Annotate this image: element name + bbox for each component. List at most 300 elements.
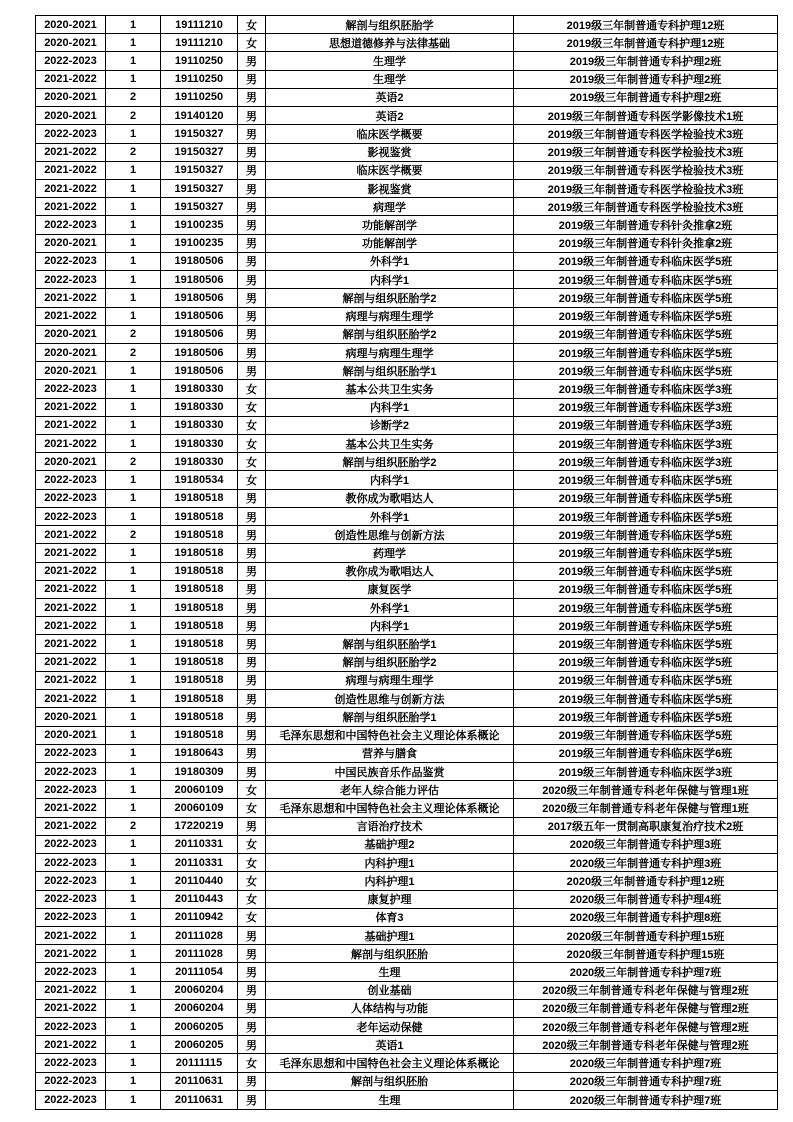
cell-class-name: 2019级三年制普通专科医学检验技术3班 — [514, 161, 778, 179]
cell-student-id: 19150327 — [161, 125, 238, 143]
cell-course-name: 病理与病理生理学 — [266, 671, 514, 689]
table-row — [36, 1018, 778, 1036]
cell-course-name: 内科护理1 — [266, 854, 514, 872]
cell-course-name: 病理与病理生理学 — [266, 307, 514, 325]
cell-gender: 男 — [238, 963, 266, 981]
cell-student-id: 19180518 — [161, 690, 238, 708]
cell-class-name: 2019级三年制普通专科护理2班 — [514, 70, 778, 88]
cell-student-id: 19180518 — [161, 580, 238, 598]
cell-class-name: 2019级三年制普通专科护理2班 — [514, 52, 778, 70]
table-row — [36, 981, 778, 999]
cell-class-name: 2019级三年制普通专科临床医学5班 — [514, 526, 778, 544]
cell-academic-year: 2021-2022 — [36, 635, 106, 653]
cell-class-name: 2019级三年制普通专科临床医学3班 — [514, 398, 778, 416]
table-row — [36, 143, 778, 161]
cell-academic-year: 2021-2022 — [36, 999, 106, 1017]
cell-gender: 男 — [238, 635, 266, 653]
cell-student-id: 20111054 — [161, 963, 238, 981]
cell-class-name: 2019级三年制普通专科临床医学5班 — [514, 325, 778, 343]
table-row — [36, 963, 778, 981]
cell-semester: 1 — [106, 890, 161, 908]
cell-course-name: 言语治疗技术 — [266, 817, 514, 835]
cell-student-id: 17220219 — [161, 817, 238, 835]
cell-gender: 女 — [238, 16, 266, 34]
cell-semester: 1 — [106, 125, 161, 143]
cell-class-name: 2019级三年制普通专科临床医学3班 — [514, 762, 778, 780]
cell-student-id: 19180518 — [161, 599, 238, 617]
cell-course-name: 解剖与组织胚胎学1 — [266, 708, 514, 726]
cell-academic-year: 2021-2022 — [36, 1036, 106, 1054]
cell-course-name: 生理 — [266, 1090, 514, 1109]
cell-class-name: 2019级三年制普通专科临床医学5班 — [514, 507, 778, 525]
table-row — [36, 198, 778, 216]
cell-gender: 男 — [238, 88, 266, 106]
cell-gender: 男 — [238, 653, 266, 671]
table-row — [36, 271, 778, 289]
cell-academic-year: 2020-2021 — [36, 343, 106, 361]
cell-student-id: 20111028 — [161, 926, 238, 944]
table-row — [36, 817, 778, 835]
cell-semester: 1 — [106, 999, 161, 1017]
cell-student-id: 19180518 — [161, 671, 238, 689]
cell-course-name: 外科学1 — [266, 507, 514, 525]
cell-course-name: 影视鉴赏 — [266, 179, 514, 197]
cell-course-name: 解剖与组织胚胎 — [266, 1072, 514, 1090]
cell-academic-year: 2022-2023 — [36, 963, 106, 981]
cell-student-id: 19180518 — [161, 489, 238, 507]
cell-student-id: 20060204 — [161, 981, 238, 999]
cell-student-id: 20060205 — [161, 1036, 238, 1054]
table-row — [36, 580, 778, 598]
table-row — [36, 489, 778, 507]
table-row — [36, 690, 778, 708]
table-row — [36, 216, 778, 234]
cell-course-name: 解剖与组织胚胎学2 — [266, 653, 514, 671]
cell-student-id: 19150327 — [161, 198, 238, 216]
cell-gender: 男 — [238, 343, 266, 361]
cell-academic-year: 2022-2023 — [36, 471, 106, 489]
cell-gender: 男 — [238, 690, 266, 708]
cell-semester: 1 — [106, 945, 161, 963]
cell-class-name: 2019级三年制普通专科临床医学5班 — [514, 671, 778, 689]
cell-semester: 1 — [106, 1054, 161, 1072]
cell-academic-year: 2022-2023 — [36, 908, 106, 926]
cell-semester: 1 — [106, 963, 161, 981]
cell-gender: 男 — [238, 1072, 266, 1090]
cell-class-name: 2019级三年制普通专科临床医学5班 — [514, 489, 778, 507]
cell-course-name: 解剖与组织胚胎学 — [266, 16, 514, 34]
cell-semester: 1 — [106, 161, 161, 179]
cell-student-id: 19111210 — [161, 16, 238, 34]
table-row — [36, 161, 778, 179]
cell-student-id: 19180518 — [161, 544, 238, 562]
cell-class-name: 2019级三年制普通专科临床医学5班 — [514, 617, 778, 635]
cell-class-name: 2020级三年制普通专科护理8班 — [514, 908, 778, 926]
cell-student-id: 19180518 — [161, 708, 238, 726]
cell-academic-year: 2022-2023 — [36, 1018, 106, 1036]
cell-academic-year: 2021-2022 — [36, 307, 106, 325]
cell-student-id: 19180330 — [161, 435, 238, 453]
cell-course-name: 内科护理1 — [266, 872, 514, 890]
table-row — [36, 744, 778, 762]
cell-student-id: 20060109 — [161, 799, 238, 817]
cell-class-name: 2017级五年一贯制高职康复治疗技术2班 — [514, 817, 778, 835]
cell-gender: 女 — [238, 398, 266, 416]
table-row — [36, 107, 778, 125]
cell-class-name: 2019级三年制普通专科针灸推拿2班 — [514, 234, 778, 252]
cell-course-name: 教你成为歌唱达人 — [266, 562, 514, 580]
cell-gender: 男 — [238, 981, 266, 999]
cell-course-name: 英语2 — [266, 88, 514, 106]
table-row — [36, 671, 778, 689]
table-row — [36, 635, 778, 653]
table-row — [36, 908, 778, 926]
cell-semester: 1 — [106, 926, 161, 944]
cell-student-id: 19180518 — [161, 526, 238, 544]
cell-gender: 女 — [238, 781, 266, 799]
cell-student-id: 20110440 — [161, 872, 238, 890]
cell-class-name: 2019级三年制普通专科临床医学3班 — [514, 380, 778, 398]
cell-semester: 2 — [106, 143, 161, 161]
cell-course-name: 外科学1 — [266, 252, 514, 270]
cell-gender: 女 — [238, 854, 266, 872]
cell-academic-year: 2021-2022 — [36, 179, 106, 197]
cell-class-name: 2020级三年制普通专科护理15班 — [514, 945, 778, 963]
table-row — [36, 617, 778, 635]
cell-student-id: 20110631 — [161, 1090, 238, 1109]
cell-student-id: 20111115 — [161, 1054, 238, 1072]
cell-student-id: 20110631 — [161, 1072, 238, 1090]
cell-class-name: 2019级三年制普通专科临床医学5班 — [514, 580, 778, 598]
cell-semester: 1 — [106, 562, 161, 580]
cell-student-id: 19180518 — [161, 635, 238, 653]
cell-gender: 男 — [238, 999, 266, 1017]
cell-academic-year: 2021-2022 — [36, 398, 106, 416]
cell-semester: 1 — [106, 416, 161, 434]
cell-academic-year: 2022-2023 — [36, 216, 106, 234]
cell-semester: 1 — [106, 981, 161, 999]
cell-semester: 1 — [106, 507, 161, 525]
cell-student-id: 19100235 — [161, 216, 238, 234]
cell-class-name: 2019级三年制普通专科临床医学5班 — [514, 635, 778, 653]
cell-academic-year: 2021-2022 — [36, 653, 106, 671]
cell-class-name: 2019级三年制普通专科针灸推拿2班 — [514, 216, 778, 234]
table-row — [36, 435, 778, 453]
cell-class-name: 2019级三年制普通专科临床医学5班 — [514, 562, 778, 580]
cell-semester: 2 — [106, 88, 161, 106]
cell-semester: 1 — [106, 708, 161, 726]
cell-class-name: 2019级三年制普通专科临床医学5班 — [514, 271, 778, 289]
cell-class-name: 2019级三年制普通专科临床医学5班 — [514, 599, 778, 617]
cell-class-name: 2020级三年制普通专科护理3班 — [514, 854, 778, 872]
cell-course-name: 病理与病理生理学 — [266, 343, 514, 361]
cell-gender: 男 — [238, 671, 266, 689]
cell-academic-year: 2022-2023 — [36, 252, 106, 270]
table-row — [36, 781, 778, 799]
cell-semester: 1 — [106, 179, 161, 197]
cell-gender: 女 — [238, 799, 266, 817]
cell-student-id: 19140120 — [161, 107, 238, 125]
cell-course-name: 教你成为歌唱达人 — [266, 489, 514, 507]
cell-academic-year: 2021-2022 — [36, 580, 106, 598]
cell-student-id: 19180330 — [161, 380, 238, 398]
cell-student-id: 19180518 — [161, 653, 238, 671]
cell-course-name: 中国民族音乐作品鉴赏 — [266, 762, 514, 780]
cell-student-id: 19180518 — [161, 726, 238, 744]
cell-academic-year: 2022-2023 — [36, 1072, 106, 1090]
cell-class-name: 2019级三年制普通专科医学检验技术3班 — [514, 198, 778, 216]
cell-semester: 1 — [106, 1072, 161, 1090]
cell-gender: 女 — [238, 380, 266, 398]
cell-gender: 男 — [238, 562, 266, 580]
cell-gender: 男 — [238, 926, 266, 944]
cell-gender: 男 — [238, 289, 266, 307]
cell-academic-year: 2022-2023 — [36, 125, 106, 143]
cell-gender: 男 — [238, 52, 266, 70]
table-row — [36, 325, 778, 343]
cell-course-name: 病理学 — [266, 198, 514, 216]
cell-semester: 2 — [106, 107, 161, 125]
table-row — [36, 52, 778, 70]
cell-course-name: 功能解剖学 — [266, 216, 514, 234]
cell-academic-year: 2022-2023 — [36, 762, 106, 780]
cell-student-id: 20060109 — [161, 781, 238, 799]
cell-gender: 男 — [238, 1090, 266, 1109]
table-row — [36, 70, 778, 88]
table-row — [36, 398, 778, 416]
cell-course-name: 内科学1 — [266, 471, 514, 489]
cell-course-name: 内科学1 — [266, 271, 514, 289]
cell-semester: 1 — [106, 489, 161, 507]
cell-class-name: 2020级三年制普通专科护理4班 — [514, 890, 778, 908]
cell-academic-year: 2020-2021 — [36, 325, 106, 343]
cell-student-id: 19180506 — [161, 289, 238, 307]
cell-student-id: 19150327 — [161, 179, 238, 197]
cell-semester: 2 — [106, 453, 161, 471]
cell-academic-year: 2022-2023 — [36, 1054, 106, 1072]
cell-semester: 1 — [106, 435, 161, 453]
cell-student-id: 19110250 — [161, 88, 238, 106]
table-row — [36, 854, 778, 872]
cell-gender: 男 — [238, 726, 266, 744]
cell-gender: 男 — [238, 125, 266, 143]
cell-gender: 女 — [238, 34, 266, 52]
cell-semester: 1 — [106, 1018, 161, 1036]
cell-academic-year: 2020-2021 — [36, 726, 106, 744]
cell-semester: 1 — [106, 1090, 161, 1109]
cell-class-name: 2019级三年制普通专科医学影像技术1班 — [514, 107, 778, 125]
cell-gender: 男 — [238, 526, 266, 544]
cell-gender: 女 — [238, 890, 266, 908]
table-row — [36, 471, 778, 489]
cell-class-name: 2020级三年制普通专科老年保健与管理2班 — [514, 1036, 778, 1054]
cell-student-id: 20110331 — [161, 854, 238, 872]
cell-course-name: 基础护理2 — [266, 835, 514, 853]
cell-class-name: 2020级三年制普通专科护理7班 — [514, 963, 778, 981]
table-row — [36, 945, 778, 963]
cell-semester: 1 — [106, 234, 161, 252]
cell-course-name: 临床医学概要 — [266, 161, 514, 179]
cell-gender: 男 — [238, 325, 266, 343]
cell-gender: 男 — [238, 489, 266, 507]
cell-academic-year: 2020-2021 — [36, 708, 106, 726]
cell-semester: 1 — [106, 617, 161, 635]
cell-course-name: 老年运动保健 — [266, 1018, 514, 1036]
table-row — [36, 1036, 778, 1054]
table-row — [36, 362, 778, 380]
cell-academic-year: 2021-2022 — [36, 198, 106, 216]
cell-academic-year: 2021-2022 — [36, 617, 106, 635]
cell-semester: 1 — [106, 70, 161, 88]
cell-academic-year: 2022-2023 — [36, 854, 106, 872]
cell-class-name: 2019级三年制普通专科临床医学3班 — [514, 453, 778, 471]
cell-course-name: 创造性思维与创新方法 — [266, 526, 514, 544]
cell-academic-year: 2020-2021 — [36, 362, 106, 380]
table-row — [36, 562, 778, 580]
cell-course-name: 解剖与组织胚胎 — [266, 945, 514, 963]
cell-gender: 男 — [238, 70, 266, 88]
cell-course-name: 解剖与组织胚胎学2 — [266, 325, 514, 343]
cell-class-name: 2019级三年制普通专科医学检验技术3班 — [514, 143, 778, 161]
cell-academic-year: 2021-2022 — [36, 981, 106, 999]
cell-academic-year: 2020-2021 — [36, 453, 106, 471]
cell-academic-year: 2021-2022 — [36, 289, 106, 307]
cell-course-name: 毛泽东思想和中国特色社会主义理论体系概论 — [266, 726, 514, 744]
table-row — [36, 343, 778, 361]
table-row — [36, 835, 778, 853]
cell-semester: 1 — [106, 289, 161, 307]
cell-student-id: 19180506 — [161, 307, 238, 325]
cell-academic-year: 2021-2022 — [36, 799, 106, 817]
cell-class-name: 2019级三年制普通专科临床医学5班 — [514, 726, 778, 744]
cell-academic-year: 2022-2023 — [36, 489, 106, 507]
cell-student-id: 19180330 — [161, 398, 238, 416]
cell-academic-year: 2021-2022 — [36, 926, 106, 944]
table-row — [36, 1090, 778, 1109]
cell-semester: 1 — [106, 471, 161, 489]
cell-semester: 1 — [106, 599, 161, 617]
cell-class-name: 2020级三年制普通专科护理3班 — [514, 835, 778, 853]
cell-gender: 女 — [238, 908, 266, 926]
cell-student-id: 19110250 — [161, 52, 238, 70]
cell-semester: 1 — [106, 726, 161, 744]
cell-semester: 1 — [106, 380, 161, 398]
cell-student-id: 19150327 — [161, 143, 238, 161]
table-row — [36, 16, 778, 34]
cell-academic-year: 2021-2022 — [36, 562, 106, 580]
cell-student-id: 19180534 — [161, 471, 238, 489]
cell-class-name: 2019级三年制普通专科临床医学3班 — [514, 416, 778, 434]
cell-course-name: 基本公共卫生实务 — [266, 435, 514, 453]
cell-student-id: 19180506 — [161, 362, 238, 380]
table-row — [36, 1054, 778, 1072]
table-row — [36, 890, 778, 908]
cell-gender: 男 — [238, 1036, 266, 1054]
cell-student-id: 20110443 — [161, 890, 238, 908]
cell-academic-year: 2021-2022 — [36, 435, 106, 453]
cell-semester: 1 — [106, 908, 161, 926]
cell-gender: 男 — [238, 617, 266, 635]
cell-class-name: 2020级三年制普通专科老年保健与管理1班 — [514, 799, 778, 817]
cell-semester: 2 — [106, 343, 161, 361]
cell-course-name: 体育3 — [266, 908, 514, 926]
table-row — [36, 926, 778, 944]
cell-gender: 女 — [238, 835, 266, 853]
cell-gender: 女 — [238, 416, 266, 434]
cell-semester: 1 — [106, 52, 161, 70]
cell-academic-year: 2020-2021 — [36, 34, 106, 52]
table-row — [36, 799, 778, 817]
cell-gender: 男 — [238, 271, 266, 289]
cell-student-id: 19180518 — [161, 617, 238, 635]
cell-student-id: 19110250 — [161, 70, 238, 88]
cell-academic-year: 2021-2022 — [36, 945, 106, 963]
cell-gender: 男 — [238, 161, 266, 179]
cell-academic-year: 2020-2021 — [36, 234, 106, 252]
cell-academic-year: 2022-2023 — [36, 890, 106, 908]
cell-academic-year: 2021-2022 — [36, 526, 106, 544]
cell-gender: 男 — [238, 817, 266, 835]
cell-student-id: 19180309 — [161, 762, 238, 780]
table-row — [36, 999, 778, 1017]
cell-semester: 1 — [106, 653, 161, 671]
cell-gender: 男 — [238, 179, 266, 197]
cell-gender: 男 — [238, 234, 266, 252]
cell-course-name: 解剖与组织胚胎学2 — [266, 453, 514, 471]
table-row — [36, 34, 778, 52]
cell-gender: 男 — [238, 507, 266, 525]
table-row — [36, 726, 778, 744]
cell-course-name: 毛泽东思想和中国特色社会主义理论体系概论 — [266, 1054, 514, 1072]
cell-gender: 女 — [238, 1054, 266, 1072]
cell-semester: 1 — [106, 872, 161, 890]
cell-academic-year: 2022-2023 — [36, 380, 106, 398]
cell-student-id: 19150327 — [161, 161, 238, 179]
student-course-table-body — [36, 16, 778, 1110]
cell-academic-year: 2022-2023 — [36, 271, 106, 289]
cell-course-name: 外科学1 — [266, 599, 514, 617]
table-row — [36, 1072, 778, 1090]
cell-class-name: 2020级三年制普通专科老年保健与管理1班 — [514, 781, 778, 799]
cell-class-name: 2019级三年制普通专科临床医学5班 — [514, 289, 778, 307]
cell-class-name: 2020级三年制普通专科护理7班 — [514, 1072, 778, 1090]
cell-gender: 男 — [238, 762, 266, 780]
cell-gender: 男 — [238, 252, 266, 270]
cell-class-name: 2019级三年制普通专科护理2班 — [514, 88, 778, 106]
cell-class-name: 2019级三年制普通专科临床医学5班 — [514, 343, 778, 361]
cell-student-id: 19100235 — [161, 234, 238, 252]
cell-course-name: 康复医学 — [266, 580, 514, 598]
cell-gender: 男 — [238, 307, 266, 325]
cell-semester: 1 — [106, 854, 161, 872]
cell-class-name: 2020级三年制普通专科护理7班 — [514, 1054, 778, 1072]
cell-class-name: 2019级三年制普通专科临床医学5班 — [514, 544, 778, 562]
cell-student-id: 20110331 — [161, 835, 238, 853]
cell-semester: 1 — [106, 252, 161, 270]
table-row — [36, 544, 778, 562]
cell-student-id: 19180506 — [161, 252, 238, 270]
cell-academic-year: 2022-2023 — [36, 52, 106, 70]
cell-semester: 1 — [106, 781, 161, 799]
cell-gender: 女 — [238, 435, 266, 453]
cell-course-name: 生理学 — [266, 70, 514, 88]
cell-academic-year: 2020-2021 — [36, 16, 106, 34]
cell-class-name: 2019级三年制普通专科临床医学5班 — [514, 252, 778, 270]
cell-academic-year: 2021-2022 — [36, 599, 106, 617]
cell-gender: 女 — [238, 453, 266, 471]
cell-student-id: 19180518 — [161, 562, 238, 580]
cell-academic-year: 2020-2021 — [36, 107, 106, 125]
